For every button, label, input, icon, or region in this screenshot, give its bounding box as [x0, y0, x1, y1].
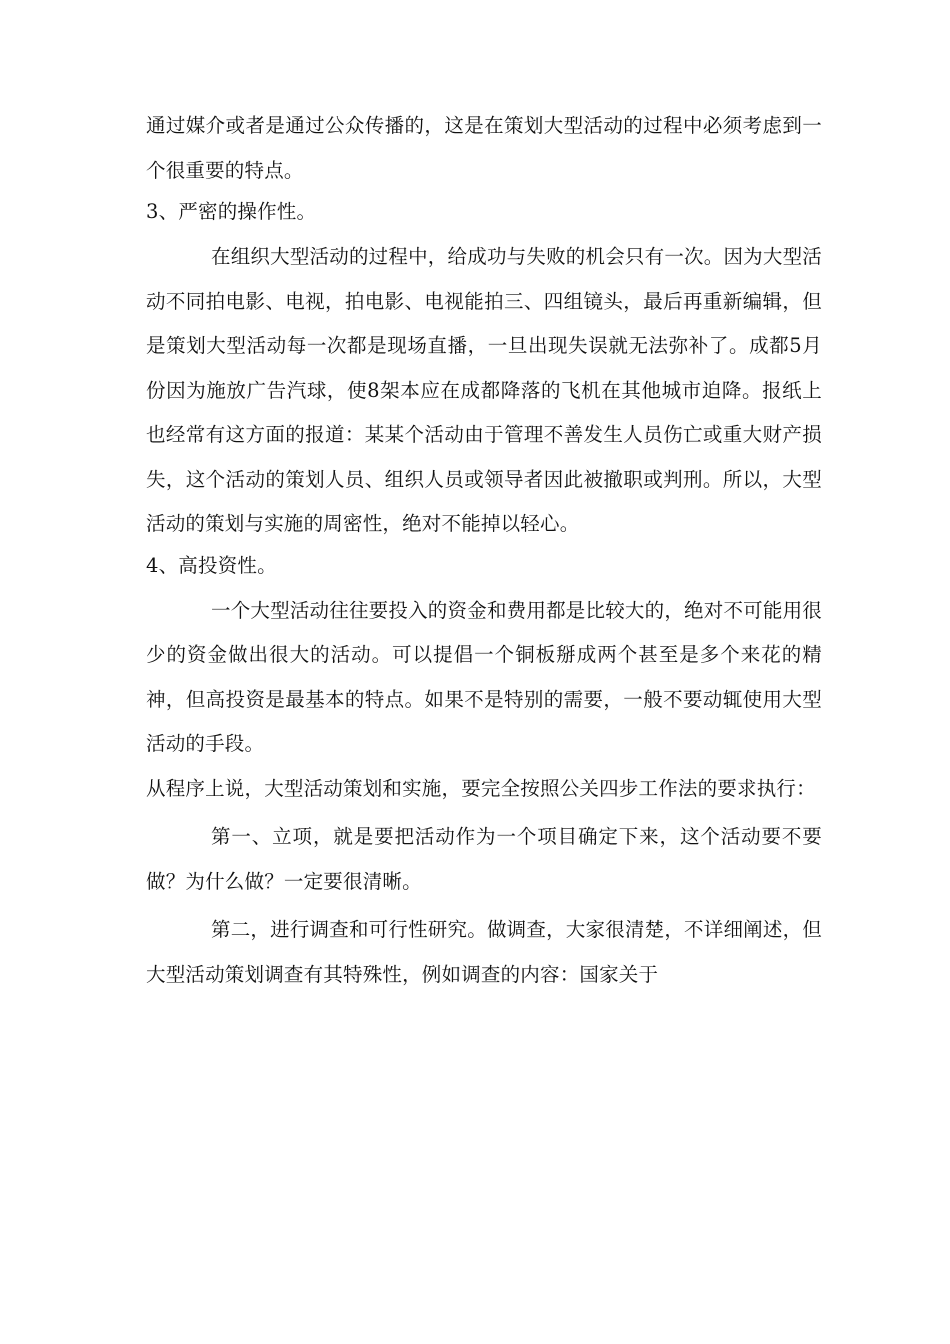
paragraph-step-two: 第二，进行调查和可行性研究。做调查，大家很清楚，不详细阐述，但大型活动策划调查有其特殊性，例如调查的内容：国家关于 [146, 918, 822, 986]
paragraph-step-one: 第一、立项，就是要把活动作为一个项目确定下来，这个活动要不要做？为什么做？一定要很清晰。 [146, 825, 822, 893]
heading-high-investment: 4、高投资性。 [146, 553, 277, 577]
document-body [146, 104, 822, 997]
heading-strict-operability: 3、严密的操作性。 [146, 200, 317, 223]
paragraph-strict-operability: 在组织大型活动的过程中，给成功与失败的机会只有一次。因为大型活动不同拍电影、电视，拍电影、电视能拍三、四组镜头，最后再重新编辑，但是策划大型活动每一次都是现场直播，一旦出现失误就无法弥补了。成都5月份因为施放广告汽球，使8架本应在成都降落的飞机在其他城市迫降。报纸上也经常有这方面的报道：某某个活动由于管理不善发生人员伤亡或重大财产损失，这个活动的策划人员、组织人员或领导者因此被撤职或判刑。所以，大型活动的策划与实施的周密性，绝对不能掉以轻心。 [146, 245, 822, 535]
paragraph-high-investment: 一个大型活动往往要投入的资金和费用都是比较大的，绝对不可能用很少的资金做出很大的活动。可以提倡一个铜板掰成两个甚至是多个来花的精神，但高投资是最基本的特点。如果不是特别的需要，一般不要动辄使用大型活动的手段。 [146, 598, 822, 755]
paragraph-procedure: 从程序上说，大型活动策划和实施，要完全按照公关四步工作法的要求执行： [146, 776, 816, 800]
paragraph-continuation: 通过媒介或者是通过公众传播的，这是在策划大型活动的过程中必须考虑到一个很重要的特点。 [146, 114, 822, 182]
